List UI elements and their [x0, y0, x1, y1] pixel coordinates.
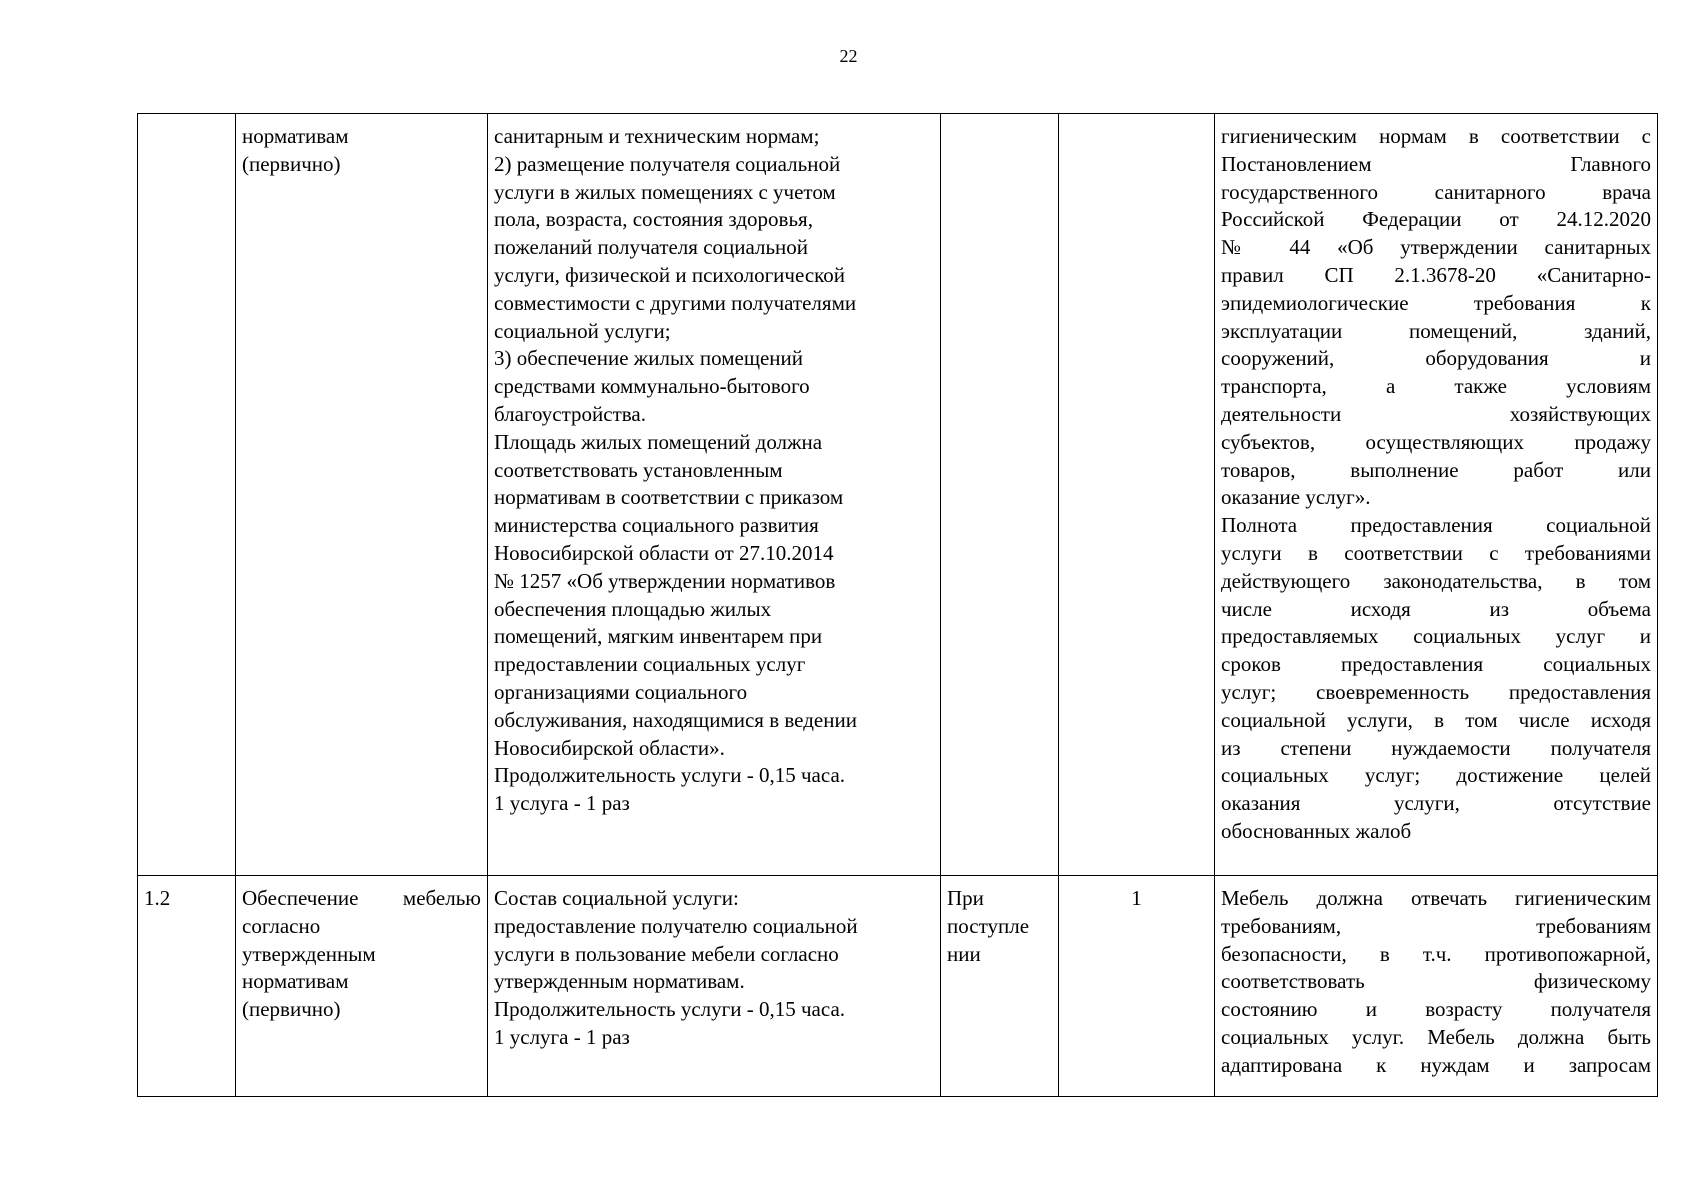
text-line: поступле	[947, 913, 1030, 938]
row-number: 1.2	[144, 886, 171, 910]
text-line: оказания услуги, отсутствие	[1221, 791, 1651, 816]
text-line: утвержденным нормативам.	[494, 969, 745, 994]
text-line: Продолжительность услуги - 0,15 часа.	[494, 997, 846, 1022]
text-line: обоснованных жалоб	[1221, 818, 1412, 843]
table-row	[138, 114, 1658, 876]
text-line: предоставление получателю социальной	[494, 913, 858, 938]
text-line: № 44 «Об утверждении санитарных	[1221, 235, 1651, 260]
text-line: услуги в пользование мебели согласно	[494, 941, 839, 966]
text-line: числе исходя из объема	[1221, 596, 1651, 621]
text-line: правил СП 2.1.3678-20 «Санитарно-	[1221, 262, 1651, 287]
text-line: Российской Федерации от 24.12.2020	[1221, 207, 1651, 232]
text-line: помещений, мягким инвентарем при	[494, 624, 823, 649]
text-line: социальной услуги, в том числе исходя	[1221, 707, 1651, 732]
text-line: благоустройства.	[494, 401, 646, 426]
text-line: Мебель должна отвечать гигиеническим	[1221, 886, 1651, 910]
text-line: обеспечения площадью жилых	[494, 596, 772, 621]
text-line: услуги в соответствии с требованиями	[1221, 540, 1651, 565]
text-line: требованиям, требованиям	[1221, 913, 1651, 938]
text-line: № 1257 «Об утверждении нормативов	[494, 568, 836, 593]
cell-service-name	[236, 114, 488, 876]
text-line: социальной услуги;	[494, 318, 671, 343]
text-line: эпидемиологические требования к	[1221, 290, 1651, 315]
table-row	[138, 876, 1658, 1097]
text-line: Продолжительность услуги - 0,15 часа.	[494, 763, 846, 788]
text-line: нормативам в соответствии с приказом	[494, 485, 844, 510]
cell-term	[941, 876, 1059, 1097]
text-line: Состав социальной услуги:	[494, 886, 739, 910]
cell-volume	[1059, 114, 1215, 876]
text-line: 2) размещение получателя социальной	[494, 151, 841, 176]
text-line: состоянию и возрасту получателя	[1221, 997, 1651, 1022]
text-line: 1 услуга - 1 раз	[494, 791, 630, 816]
text-line: услуг; своевременность предоставления	[1221, 679, 1651, 704]
text-line: соответствовать установленным	[494, 457, 783, 482]
cell-term	[941, 114, 1059, 876]
text-line: утвержденным	[242, 941, 376, 966]
text-line: обслуживания, находящимися в ведении	[494, 707, 857, 732]
text-line: гигиеническим нормам в соответствии с	[1221, 124, 1651, 148]
volume-value: 1	[1131, 886, 1142, 910]
text-line: При	[947, 886, 984, 910]
cell-volume	[1059, 876, 1215, 1097]
text-line: организациями социального	[494, 679, 748, 704]
text-line: услуги, физической и психологической	[494, 262, 846, 287]
text-line: оказание услуг».	[1221, 485, 1371, 510]
text-line: социальных услуг. Мебель должна быть	[1221, 1024, 1651, 1049]
text-line: нии	[947, 941, 981, 966]
text-line: министерства социального развития	[494, 513, 819, 538]
text-line: предоставляемых социальных услуг и	[1221, 624, 1651, 649]
text-line: санитарным и техническим нормам;	[494, 124, 820, 148]
cell-service-description	[488, 876, 941, 1097]
cell-service-name	[236, 876, 488, 1097]
text-line: нормативам	[242, 124, 349, 148]
text-line: транспорта, а также условиям	[1221, 374, 1651, 399]
text-line: сооружений, оборудования и	[1221, 346, 1651, 371]
text-line: 1 услуга - 1 раз	[494, 1024, 630, 1049]
text-line: деятельности хозяйствующих	[1221, 401, 1651, 426]
text-line: (первично)	[242, 997, 341, 1022]
text-line: средствами коммунально-бытового	[494, 374, 810, 399]
text-line: сроков предоставления социальных	[1221, 652, 1651, 677]
text-line: безопасности, в т.ч. противопожарной,	[1221, 941, 1651, 966]
text-line: Обеспечение мебелью	[242, 886, 481, 910]
text-line: Площадь жилых помещений должна	[494, 429, 823, 454]
services-table	[137, 113, 1658, 1097]
text-line: соответствовать физическому	[1221, 969, 1651, 994]
cell-number	[138, 876, 236, 1097]
text-line: эксплуатации помещений, зданий,	[1221, 318, 1651, 343]
cell-quality-criteria	[1215, 876, 1658, 1097]
text-line: Постановлением Главного	[1221, 151, 1651, 176]
text-line: действующего законодательства, в том	[1221, 568, 1651, 593]
text-line: предоставлении социальных услуг	[494, 652, 806, 677]
text-line: из степени нуждаемости получателя	[1221, 735, 1651, 760]
text-line: (первично)	[242, 151, 341, 176]
text-line: субъектов, осуществляющих продажу	[1221, 429, 1651, 454]
text-line: Новосибирской области от 27.10.2014	[494, 540, 834, 565]
text-line: пожеланий получателя социальной	[494, 235, 809, 260]
cell-number	[138, 114, 236, 876]
cell-service-description	[488, 114, 941, 876]
text-line: согласно	[242, 913, 321, 938]
text-line: государственного санитарного врача	[1221, 179, 1651, 204]
text-line: совместимости с другими получателями	[494, 290, 857, 315]
cell-quality-criteria	[1215, 114, 1658, 876]
text-line: услуги в жилых помещениях с учетом	[494, 179, 836, 204]
text-line: Новосибирской области».	[494, 735, 725, 760]
text-line: нормативам	[242, 969, 349, 994]
page-number: 22	[839, 46, 858, 66]
text-line: товаров, выполнение работ или	[1221, 457, 1651, 482]
text-line: 3) обеспечение жилых помещений	[494, 346, 804, 371]
text-line: Полнота предоставления социальной	[1221, 513, 1651, 538]
text-line: адаптирована к нуждам и запросам	[1221, 1052, 1651, 1077]
text-line: социальных услуг; достижение целей	[1221, 763, 1651, 788]
text-line: пола, возраста, состояния здоровья,	[494, 207, 813, 232]
